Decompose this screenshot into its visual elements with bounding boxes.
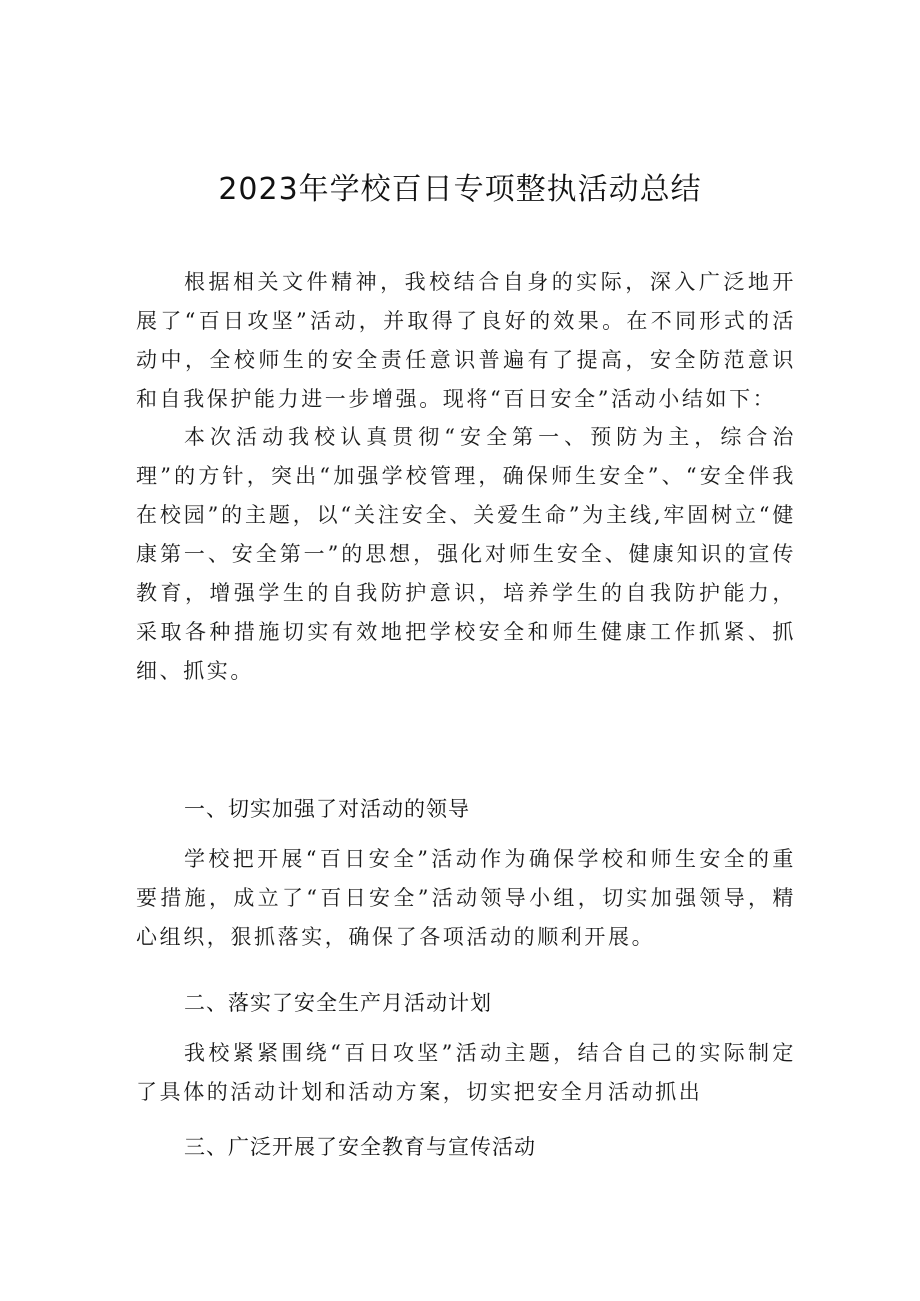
section-heading-plan: 二、落实了安全生产月活动计划 [184, 991, 492, 1015]
section-heading-leadership: 一、切实加强了对活动的领导 [184, 797, 470, 821]
section-heading-education: 三、广泛开展了安全教育与宣传活动 [184, 1135, 536, 1159]
intro-paragraph: 根据相关文件精神，我校结合自身的实际，深入广泛地开展了“百日攻坚”活动，并取得了良好的效果。在不同形式的活动中，全校师生的安全责任意识普遍有了提高，安全防范意识和自我保护能力进一步增强。现将“百日安全”活动小结如下： [136, 270, 796, 411]
section-body-plan: 我校紧紧围绕“百日攻坚”活动主题，结合自己的实际制定了具体的活动计划和活动方案，切实把安全月活动抓出 [136, 1041, 796, 1104]
overview-paragraph: 本次活动我校认真贯彻“安全第一、预防为主，综合治理”的方针，突出“加强学校管理，确保师生安全”、“安全伴我在校园”的主题，以“关注安全、关爱生命”为主线,牢固树立“健康第一、安全第一”的思想，强化对师生安全、健康知识的宣传教育，增强学生的自我防护意识，培养学生的自我防护能力，采取各种措施切实有效地把学校安全和师生健康工作抓紧、抓细、抓实。 [136, 425, 796, 683]
section-body-leadership: 学校把开展“百日安全”活动作为确保学校和师生安全的重要措施，成立了“百日安全”活动领导小组，切实加强领导，精心组织，狠抓落实，确保了各项活动的顺利开展。 [136, 847, 796, 949]
document-title: 2023年学校百日专项整执活动总结 [218, 172, 702, 207]
